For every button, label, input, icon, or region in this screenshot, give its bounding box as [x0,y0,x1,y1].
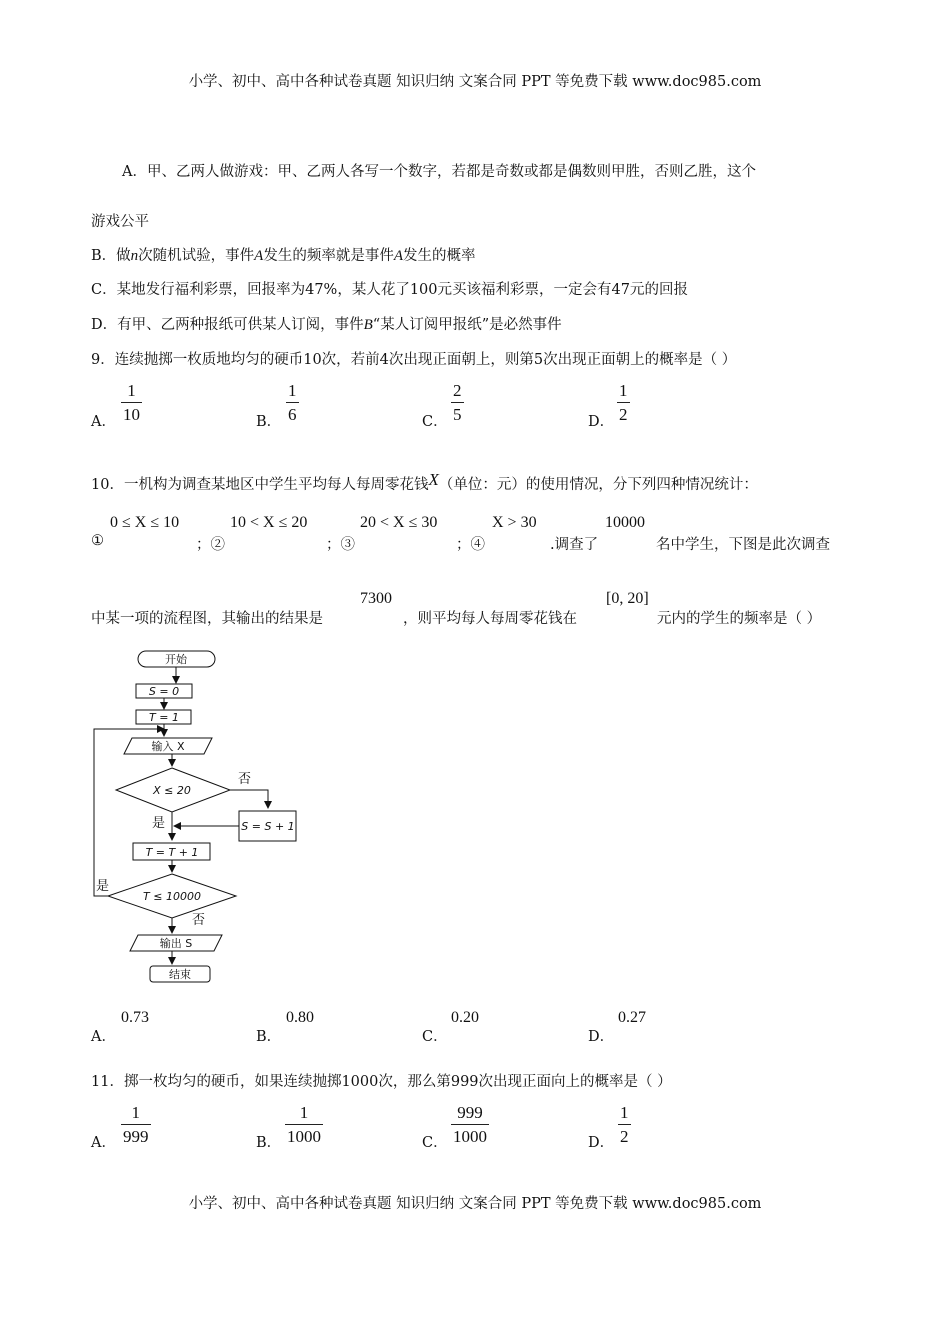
q8-b-var-a1: A [254,248,264,264]
q11-option-a-label: A． [91,1135,116,1151]
q10-option-d-label: D． [588,1029,615,1045]
q10-line2-text-a: .调查了 [550,537,599,553]
q8-b-var-a2: A [393,248,403,264]
flow-output-label: 输出 S [159,937,193,950]
q11-c-num: 999 [457,1103,483,1122]
q10-option-d-value: 0.27 [618,1009,646,1026]
q11-option-c-fraction [451,1104,489,1145]
q10-line1-text-a: 10．一机构为调查某地区中学生平均每人每周零花钱 [91,477,429,493]
q10-circle-1: ① [91,533,104,549]
q10-range-3: 20 < X ≤ 30 [360,514,438,531]
q8-option-c: C．某地发行福利彩票，回报率为47%，某人花了100元买该福利彩票，一定会有47元的回报 [91,282,688,298]
q9-option-d-label: D． [588,414,615,430]
q9-a-num: 1 [127,381,136,400]
q10-line3-text-c: 元内的学生的频率是（ ） [657,611,822,627]
q11-d-num: 1 [620,1103,629,1122]
q10-range-2: 10 < X ≤ 20 [230,514,308,531]
q11-option-d-label: D． [588,1135,615,1151]
q10-line1 [91,470,758,494]
flow-tinc-label: T = T + 1 [145,846,199,859]
q9-b-num: 1 [288,381,297,400]
q11-b-num: 1 [299,1103,309,1122]
q11-stem: 11．掷一枚均匀的硬币，如果连续抛掷1000次，那么第999次出现正面向上的概率是（ ） [91,1074,672,1090]
q8-option-d [91,313,562,334]
q8-option-b [91,244,476,265]
q10-option-b-label: B． [256,1029,282,1045]
q9-option-b-fraction [286,382,299,423]
q8-b-text-1: B．做 [91,248,131,264]
flow-s0-label: S = 0 [148,685,180,698]
q9-option-a-label: A． [91,414,116,430]
q9-option-b-label: B． [256,414,282,430]
q10-sample-size: 10000 [605,514,645,531]
q11-option-b-label: B． [256,1135,282,1151]
q11-option-a-fraction [121,1104,151,1145]
q10-option-c-value: 0.20 [451,1009,479,1026]
q8-b-text-3: 发生的频率就是事件 [263,248,394,264]
q9-option-d-fraction [617,382,630,423]
q11-a-den: 999 [121,1124,151,1145]
q10-range-4: X > 30 [492,514,537,531]
q10-sep-2: ；② [196,537,225,553]
flow-no2-label: 否 [192,913,206,928]
q9-option-c-fraction [451,382,464,423]
q10-sep-3: ；③ [326,537,355,553]
flow-cond1-label: X ≤ 20 [153,784,191,797]
q8-d-text-2: “某人订阅甲报纸”是必然事件 [372,317,562,333]
q9-stem: 9．连续抛掷一枚质地均匀的硬币10次，若前4次出现正面朝上，则第5次出现正面朝上的概率是（ ） [91,352,737,368]
flow-cond2-label: T ≤ 10000 [143,890,201,903]
q9-d-num: 1 [619,381,628,400]
q9-c-den: 5 [451,402,464,423]
q10-var-x: X [428,470,439,489]
flow-yes2-label: 是 [96,879,110,894]
flow-yes1-label: 是 [152,816,166,831]
q11-a-num: 1 [131,1103,140,1122]
q8-d-text-1: D．有甲、乙两种报纸可供某人订阅，事件 [91,317,364,333]
flow-input-label: 输入 X [151,740,185,753]
q9-option-c-label: C． [422,414,448,430]
q10-sep-4: ；④ [456,537,485,553]
q11-option-d-fraction [618,1104,631,1145]
q9-a-den: 10 [121,402,142,423]
flow-start-label: 开始 [165,653,187,666]
page-header: 小学、初中、高中各种试卷真题 知识归纳 文案合同 PPT 等免费下载 www.doc985.com [188,74,762,90]
q10-option-b-value: 0.80 [286,1009,314,1026]
q8-d-var-b: B [363,317,373,333]
flow-end-label: 结束 [169,968,191,981]
q8-option-a-line2: 游戏公平 [91,214,149,230]
q11-d-den: 2 [618,1124,631,1145]
flow-no1-label: 否 [238,772,252,787]
flow-sinc-label: S = S + 1 [241,820,295,833]
q9-d-den: 2 [617,402,630,423]
q10-option-c-label: C． [422,1029,448,1045]
q8-b-text-2: 次随机试验，事件 [138,248,255,264]
q10-option-a-value: 0.73 [121,1009,149,1026]
q10-output-value: 7300 [360,590,392,607]
q11-option-b-fraction [285,1104,323,1145]
q10-range-1: 0 ≤ X ≤ 10 [110,514,180,531]
q8-b-var-n: n [130,248,139,264]
flowchart [80,640,320,990]
q10-option-a-label: A． [91,1029,116,1045]
q11-option-c-label: C． [422,1135,448,1151]
q10-line3-text-a: 中某一项的流程图，其输出的结果是 [91,611,323,627]
page-footer: 小学、初中、高中各种试卷真题 知识归纳 文案合同 PPT 等免费下载 www.doc985.com [188,1196,762,1212]
q10-line1-text-b: （单位：元）的使用情况，分下列四种情况统计： [438,477,758,493]
q9-b-den: 6 [286,402,299,423]
q9-option-a-fraction [121,382,142,423]
q11-c-den: 1000 [451,1124,489,1145]
q10-line2-text-b: 名中学生，下图是此次调查 [656,537,830,553]
q8-option-a-line1: A．甲、乙两人做游戏：甲、乙两人各写一个数字，若都是奇数或都是偶数则甲胜，否则乙胜，这个 [122,164,756,180]
flow-t1-label: T = 1 [149,711,179,724]
q10-interval: [0, 20] [606,590,649,607]
q8-b-text-4: 发生的概率 [403,248,476,264]
q11-b-den: 1000 [285,1124,323,1145]
q9-c-num: 2 [453,381,462,400]
q10-line3-text-b: ，则平均每人每周零花钱在 [403,611,577,627]
